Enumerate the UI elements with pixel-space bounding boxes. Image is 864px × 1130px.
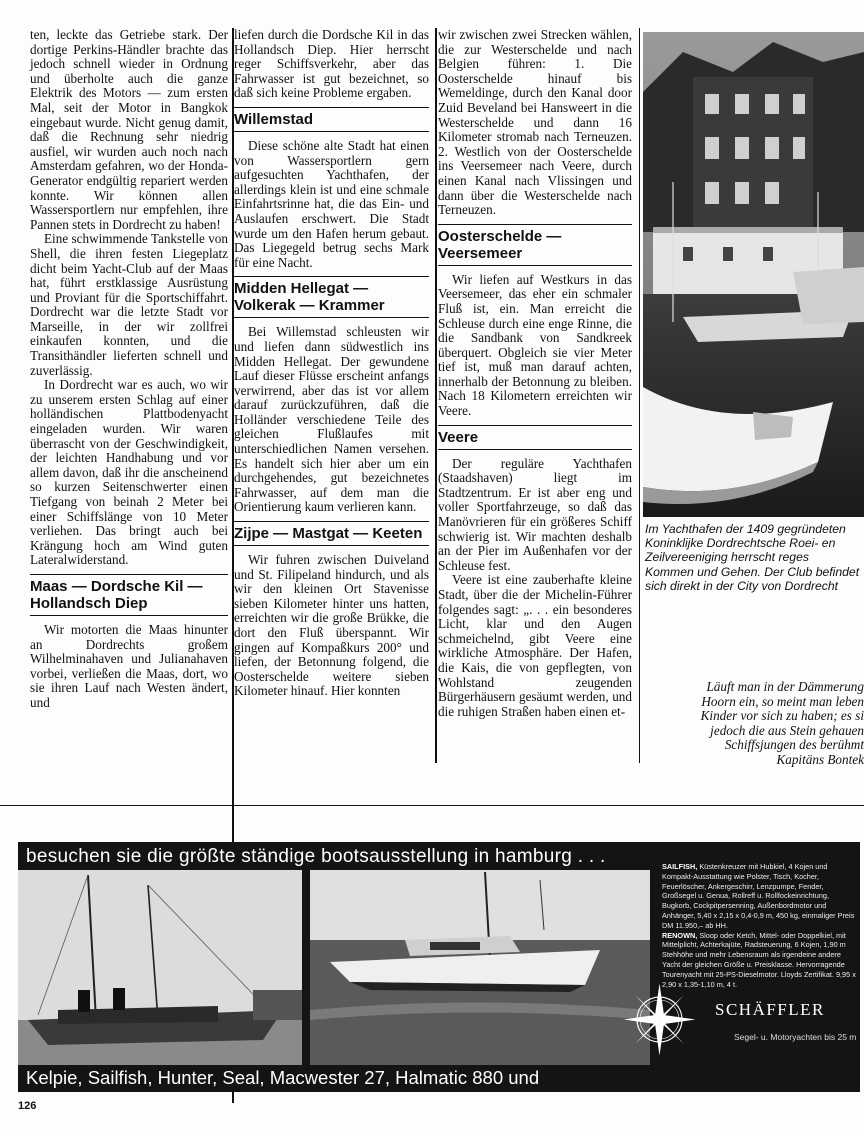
ad-spec-name: RENOWN,	[662, 930, 698, 940]
ad-tagline: Segel- u. Motoryachten bis 25 m	[734, 1032, 857, 1042]
body-paragraph: wir zwischen zwei Strecken wählen, die zur Westerschelde und nach Belgien führen: 1. Die Oosterschelde hinauf bis Wemeldinge, durch den Kanal door Zuid Beveland bei Hansweert in die Westerschelde und dann 16 Kilometer stromab nach Terneuzen. 2. Westlich von der Oosterschelde ins Veersemeer nach Veere, durch einen Kanal nach Vlissingen und dann über die Westerschelde nach Terneuzen.	[438, 27, 632, 218]
section-heading: Zijpe — Mastgat — Keeten	[234, 521, 429, 546]
ad-specs	[662, 862, 857, 989]
compass-rose-icon	[622, 982, 697, 1057]
ad-spec-sailfish	[662, 862, 857, 931]
section-heading: Midden Hellegat — Volkerak — Krammer	[234, 276, 429, 318]
ad-spec-name: SAILFISH,	[662, 862, 698, 871]
ad-photo-sailboat	[18, 870, 302, 1065]
harbor-photo-image	[643, 32, 864, 517]
section-heading: Willemstad	[234, 107, 429, 132]
section-heading: Veere	[438, 425, 632, 450]
photo-caption: Im Yachthafen der 1409 gegründeten Koninklijke Dordrechtsche Roei- en Zeilvereeniging herrscht reges Kommen und Gehen. Der Club befindet sich direkt in der City von Dordrecht	[645, 522, 860, 593]
side-caption: Läuft man in der Dämmerung Hoorn ein, so meint man leben Kinder vor sich zu haben; es si jedoch die aus Stein gehauen Schiffsjungen des berühmt Kapitäns Bontek	[700, 679, 864, 767]
ad-headline: besuchen sie die größte ständige bootsausstellung in hamburg . . .	[26, 846, 606, 867]
harbor-photo	[643, 32, 864, 517]
body-paragraph: Bei Willemstad schleusten wir und liefen dann südwestlich ins Midden Hellegat. Der gewundene Lauf dieser Flüsse erscheint anfangs verwirrend, aber das ist vor allem darauf zurückzuführen, daß die Holländer verschiedene Teile des gleichen Flußlaufes mit unterschiedlichen Namen versehen. Es handelt sich hier aber um ein durchgehendes, gut bezeichnetes Fahrwasser, auf dem man die Orientierung kaum verlieren kann.	[234, 324, 429, 515]
body-paragraph: Wir fuhren zwischen Duiveland und St. Filipeland hindurch, und als wir den kleinen Ort Stavenisse sieben Kilometer hinter uns hatten, erreichten wir die große Brükke, die dort den Fluß überspannt. Wir gingen auf Kompaßkurs 200° und liefen, der Betonnung folgend, die Oosterschelde weitere sieben Kilometer hinauf. Hier konnten	[234, 552, 429, 699]
body-paragraph: Eine schwimmende Tankstelle von Shell, die ihren festen Liegeplatz dicht beim Yacht-Club auf der Maas hat, führt erstklassige Ausrüstung und Proviant für die Sportschiffahrt. Dordrecht war die letzte Stadt vor Marseille, in der wir zollfrei einkaufen konnten, und die Transithändler lieferten schnell und zuverlässig.	[30, 231, 228, 378]
section-heading: Oosterschelde — Veersemeer	[438, 224, 632, 266]
section-heading: Maas — Dordsche Kil — Hollandsch Diep	[30, 574, 228, 616]
body-paragraph: liefen durch die Dordsche Kil in das Hollandsch Diep. Hier herrscht reger Schiffsverkehr, aber das Fahrwasser ist gut bezeichnet, so daß sich keine Probleme ergaben.	[234, 27, 429, 101]
text-column-3	[438, 28, 632, 719]
advertisement	[18, 842, 860, 1092]
body-paragraph: Der reguläre Yachthafen (Staadshaven) liegt im Stadtzentrum. Er ist aber eng und voller Sportfahrzeuge, so daß das Manövrieren für ein größeres Schiff schwierig ist. Wir machten deshalb an der Pier im Außenhafen vor der Schleuse fest.	[438, 455, 632, 573]
body-paragraph: Wir liefen auf Westkurs in das Veersemeer, das eher ein schmaler Fluß ist, ein. Man erreicht die Schleuse durch eine enge Rinne, die die Sandbank von Sandkreek überquert. Obgleich sie vier Meter tief ist, muß man darauf achten, innerhalb der Betonnung zu bleiben. Nach 18 Kilometern erreichten wir Veere.	[438, 271, 632, 419]
ad-brand: SCHÄFFLER	[715, 1000, 825, 1019]
ad-photo-motorboat	[310, 870, 650, 1065]
section-rule	[0, 805, 864, 806]
body-paragraph: ten, leckte das Getriebe stark. Der dortige Perkins-Händler brachte das jedoch schnell wieder in Ordnung und überholte auch die ganze Elektrik des Motors — zum ersten Mal, seit der Motor in Bangkok eingebaut wurde. Nicht genug damit, daß die Rechnung sehr niedrig ausfiel, wir wurden auch noch nach Amsterdam gefahren, wo der Honda-Generator endgültig repariert werden konnte. Wir können allen Wassersportlern nur empfehlen, ihre Pannen stets in Dordrecht zu haben!	[30, 27, 228, 232]
body-paragraph: In Dordrecht war es auch, wo wir zu unserem ersten Schlag auf einer holländischen Plattbodenyacht eingeladen wurden. Wir waren überrascht von der Geschwindigkeit, der leichten Handhabung und vor allem davon, daß ihr die anscheinend so kurzen Seitenschwerter einen Tiefgang von beinah 2 Meter bei einer Schiffslänge von 10 Meter verliehen. Das bringt auch bei Krängung hoch am Wind guten Lateralwiderstand.	[30, 377, 228, 568]
column-rule	[435, 28, 437, 763]
body-paragraph: Veere ist eine zauberhafte kleine Stadt, über die der Michelin-Führer folgendes sagt: „. . . ein besonderes Licht, klar und den Augen schmeichelnd, gibt Veere eine wirkliche Atmosphäre. Der Hafen, die Kais, die von gepflegten, von Wohlstand zeugenden Bürgerhäusern gesäumt werden, und die ruhigen Straßen haben einen et-	[438, 572, 632, 719]
ad-spec-text: Sloop oder Ketch, Mittel- oder Doppelkiel, mit Mittelplicht, Achterkajüte, Radsteuerung, 6 Kojen, 1,90 m Stehhöhe und mehr Lebensraum als irgendeine andere Yacht der gleichen Größe u. Preisklasse. Hervorragende Tourenyacht mit 25-PS-Dieselmotor. Lloyds Zertifikat. 9,95 x 2,90 x 1,35-1,10 m, 4 t.	[662, 930, 856, 989]
text-column-2	[234, 28, 429, 699]
body-paragraph: Wir motorten die Maas hinunter an Dordrechts großem Wilhelminahaven und Julianahaven vorbei, verließen die Maas, dort, wo sie ihren Lauf nach Westen ändert, und	[30, 621, 228, 710]
ad-spec-renown	[662, 931, 857, 990]
text-column-1	[30, 28, 228, 711]
ad-spec-text: Küstenkreuzer mit Hubkiel, 4 Kojen und Kompakt-Ausstattung wie Polster, Tisch, Kocher, Feuerlöscher, Ankergeschirr, Lenzpumpe, Fender, Großsegel u. Genua, Rollreff u. Rollfockeinrichtung, Bugkorb, Cockpitpersenning, Außenbordmotor und Anhänger, 5,40 x 2,15 x 0,4-0,9 m, 450 kg, einmaliger Preis DM 11.950,– ab HH.	[662, 862, 855, 930]
column-rule	[639, 28, 640, 763]
page-number: 126	[18, 1100, 37, 1112]
ad-models: Kelpie, Sailfish, Hunter, Seal, Macwester 27, Halmatic 880 und	[26, 1067, 540, 1088]
body-paragraph: Diese schöne alte Stadt hat einen von Wassersportlern gern aufgesuchten Yachthafen, der allerdings klein ist und eine schmale Einfahrtsrinne hat, die das Ein- und Auslaufen erschwert. Die Stadt wurde um den Hafen herum gebaut. Das Liegegeld betrug sechs Mark für eine Nacht.	[234, 137, 429, 270]
